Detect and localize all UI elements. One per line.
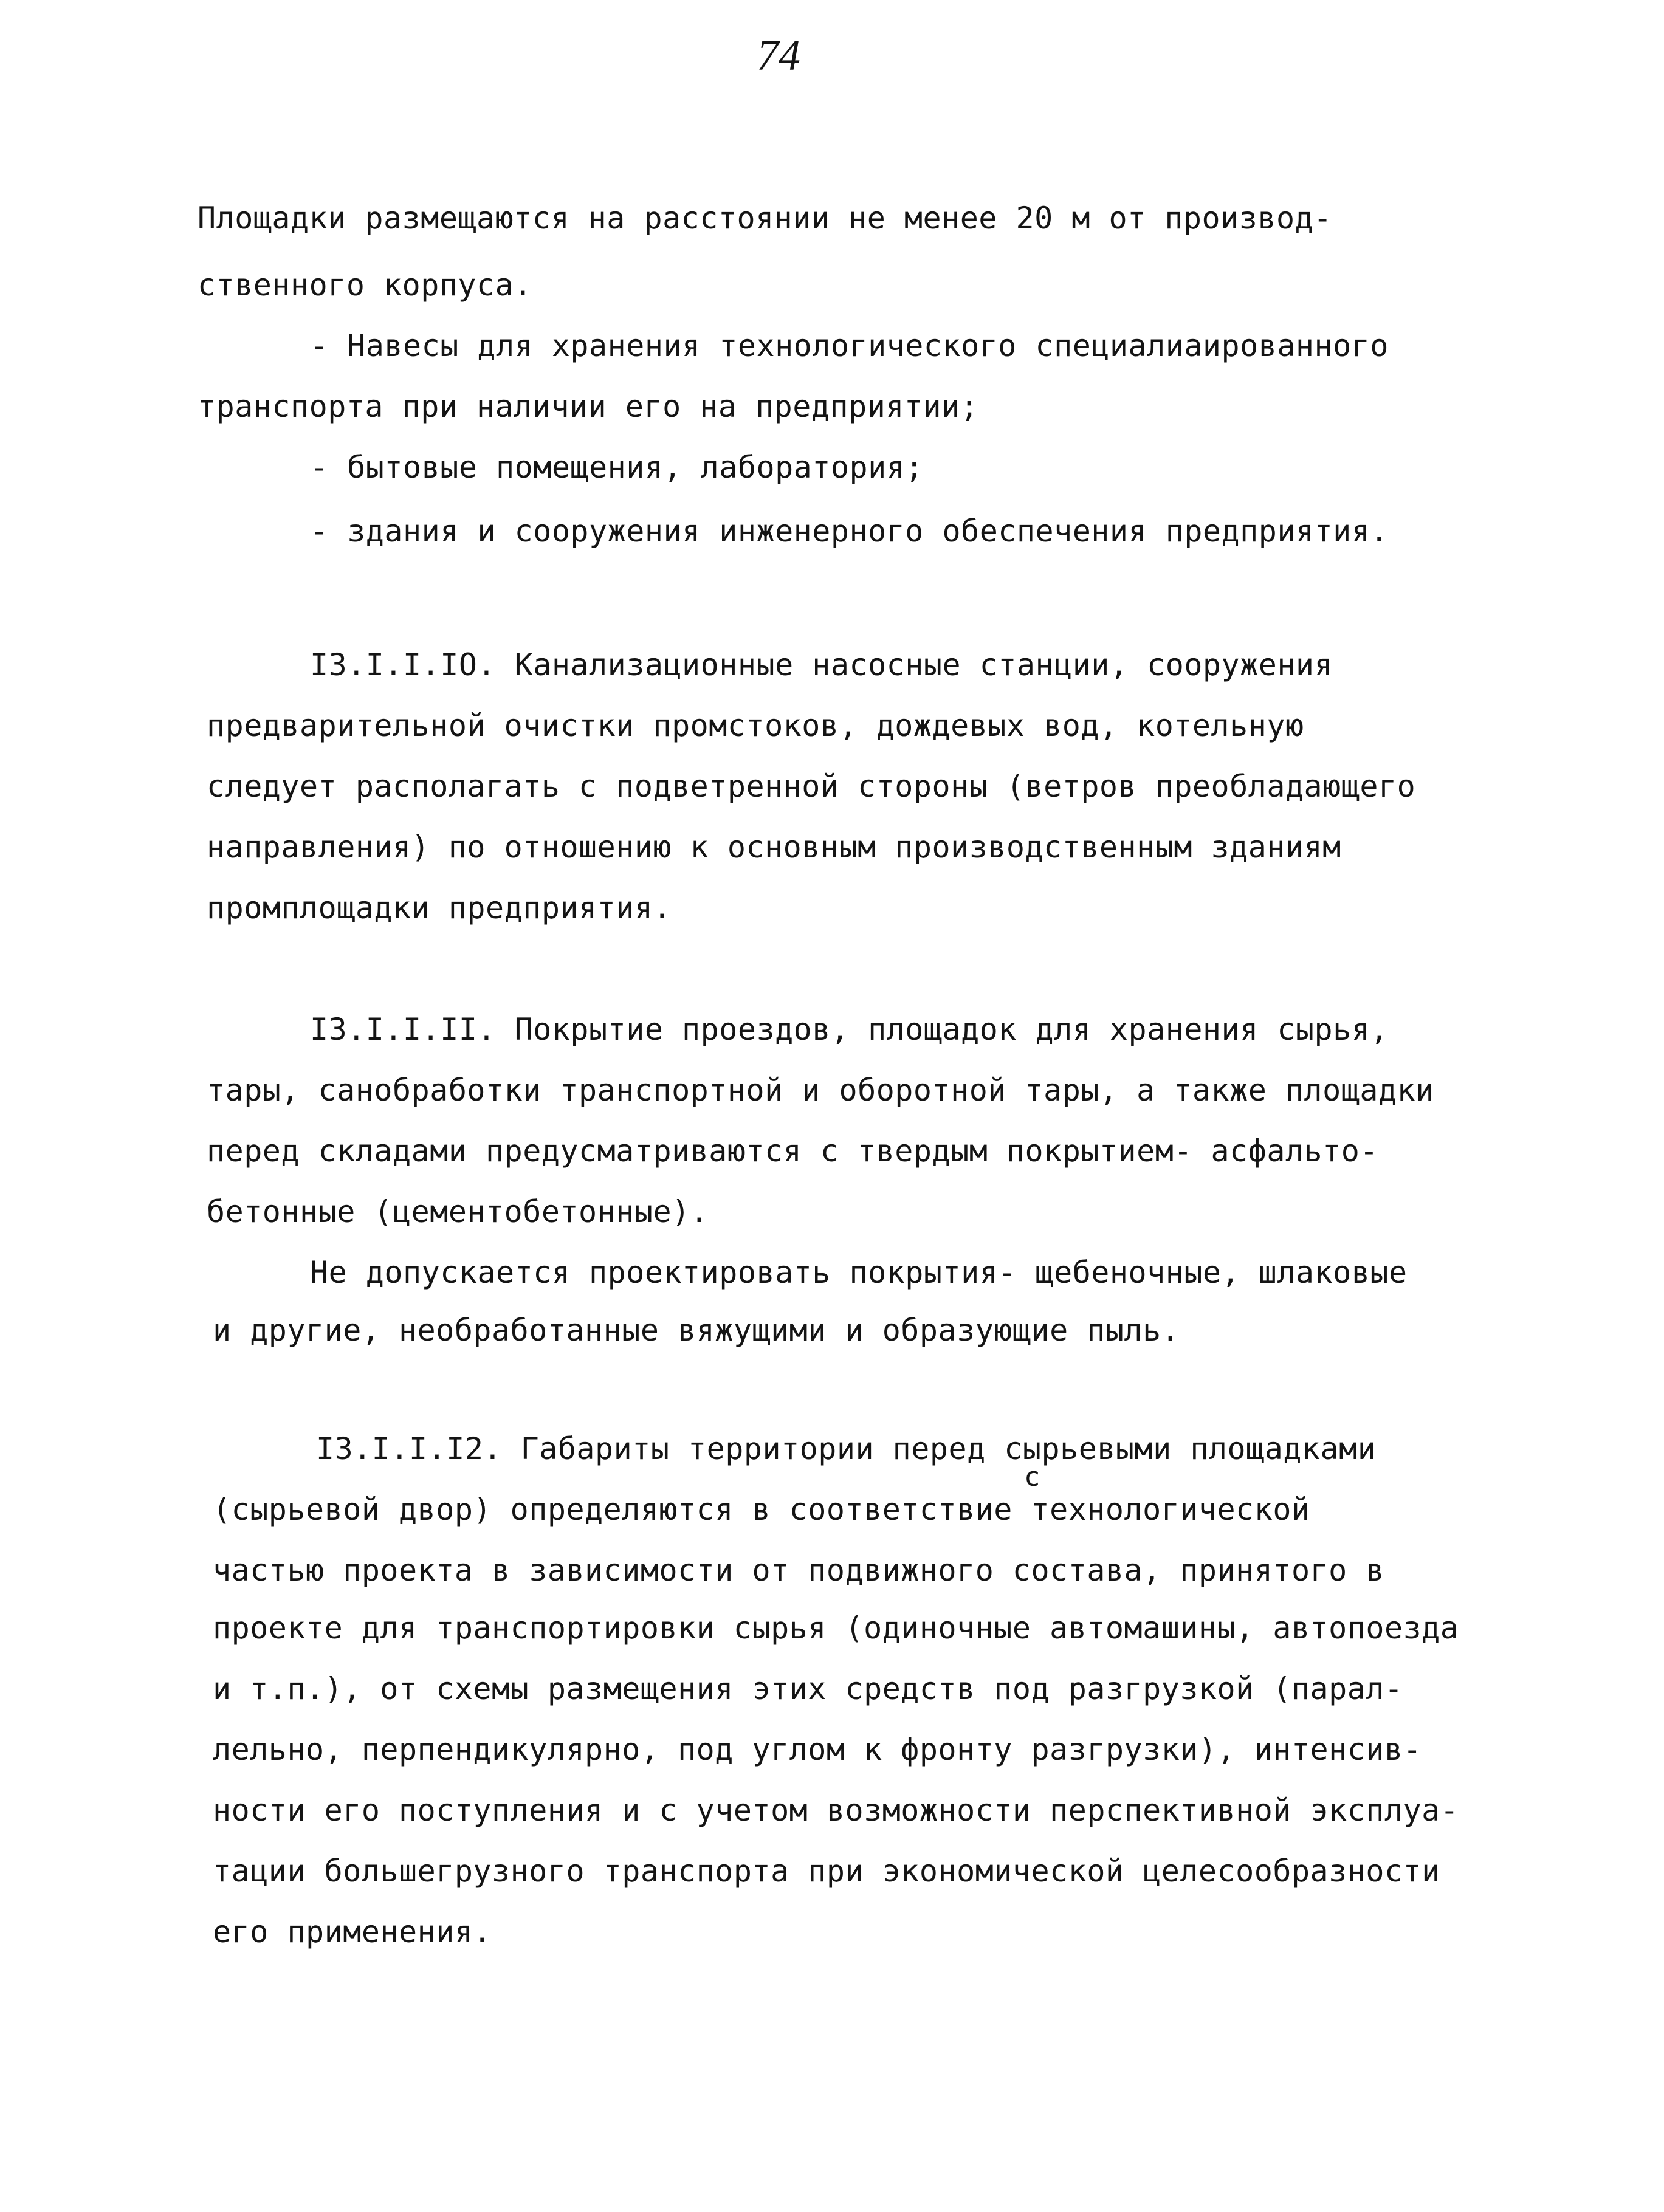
section-13-1-1-11-line-4: бетонные (цементобетонные). xyxy=(207,1194,709,1229)
section-13-1-1-10-line-1: I3.I.I.IO. Канализационные насосные станции, сооружения xyxy=(310,647,1333,682)
section-13-1-1-11-line-1: I3.I.I.II. Покрытие проездов, площадок для хранения сырья, xyxy=(310,1012,1389,1047)
section-13-1-1-12-line-1: I3.I.I.I2. Габариты территории перед сырьевыми площадками xyxy=(316,1431,1377,1466)
section-13-1-1-10-line-3: следует располагать с подветренной стороны (ветров преобладающего xyxy=(207,769,1416,804)
paragraph-1-line-2: ственного корпуса. xyxy=(198,267,532,303)
section-13-1-1-11-line-6: и другие, необработанные вяжущими и образующие пыль. xyxy=(213,1313,1180,1348)
section-13-1-1-11-line-3: перед складами предусматриваются с твердым покрытием- асфальто- xyxy=(207,1133,1378,1169)
section-13-1-1-10-line-4: направления) по отношению к основным производственным зданиям xyxy=(207,829,1341,865)
section-13-1-1-12-line-8: тации большегрузного транспорта при экономической целесообразности xyxy=(213,1853,1440,1889)
section-13-1-1-12-line-6: лельно, перпендикулярно, под углом к фронту разгрузки), интенсив- xyxy=(213,1732,1422,1767)
handwritten-insert: с xyxy=(1024,1461,1040,1492)
section-13-1-1-12-line-7: ности его поступления и с учетом возможности перспективной эксплуа- xyxy=(213,1793,1459,1828)
paragraph-1-line-1: Площадки размещаются на расстоянии не менее 20 м от производ- xyxy=(198,201,1332,236)
list-item-3: - здания и сооружения инженерного обеспечения предприятия. xyxy=(310,514,1389,549)
list-item-1-continued: транспорта при наличии его на предприятии; xyxy=(198,389,979,424)
section-13-1-1-10-line-2: предварительной очистки промстоков, дождевых вод, котельную xyxy=(207,708,1304,743)
section-13-1-1-12-line-3: частью проекта в зависимости от подвижного состава, принятого в xyxy=(213,1553,1384,1588)
list-item-2: - бытовые помещения, лаборатория; xyxy=(310,450,924,485)
section-13-1-1-12-line-5: и т.п.), от схемы размещения этих средств под разгрузкой (парал- xyxy=(213,1671,1403,1706)
page-number: 74 xyxy=(757,31,800,80)
section-13-1-1-12-line-4: проекте для транспортировки сырья (одиночные автомашины, автопоезда xyxy=(213,1610,1459,1646)
section-13-1-1-11-line-5: Не допускается проектировать покрытия- щебеночные, шлаковые xyxy=(310,1255,1408,1290)
list-item-1: - Навесы для хранения технологического специалиаированного xyxy=(310,328,1389,363)
section-13-1-1-12-line-9: его применения. xyxy=(213,1914,492,1949)
section-13-1-1-10-line-5: промплощадки предприятия. xyxy=(207,890,672,926)
section-13-1-1-11-line-2: тары, санобработки транспортной и оборотной тары, а также площадки xyxy=(207,1073,1434,1108)
section-13-1-1-12-line-2: (сырьевой двор) определяются в соответствие технологической xyxy=(213,1492,1310,1527)
